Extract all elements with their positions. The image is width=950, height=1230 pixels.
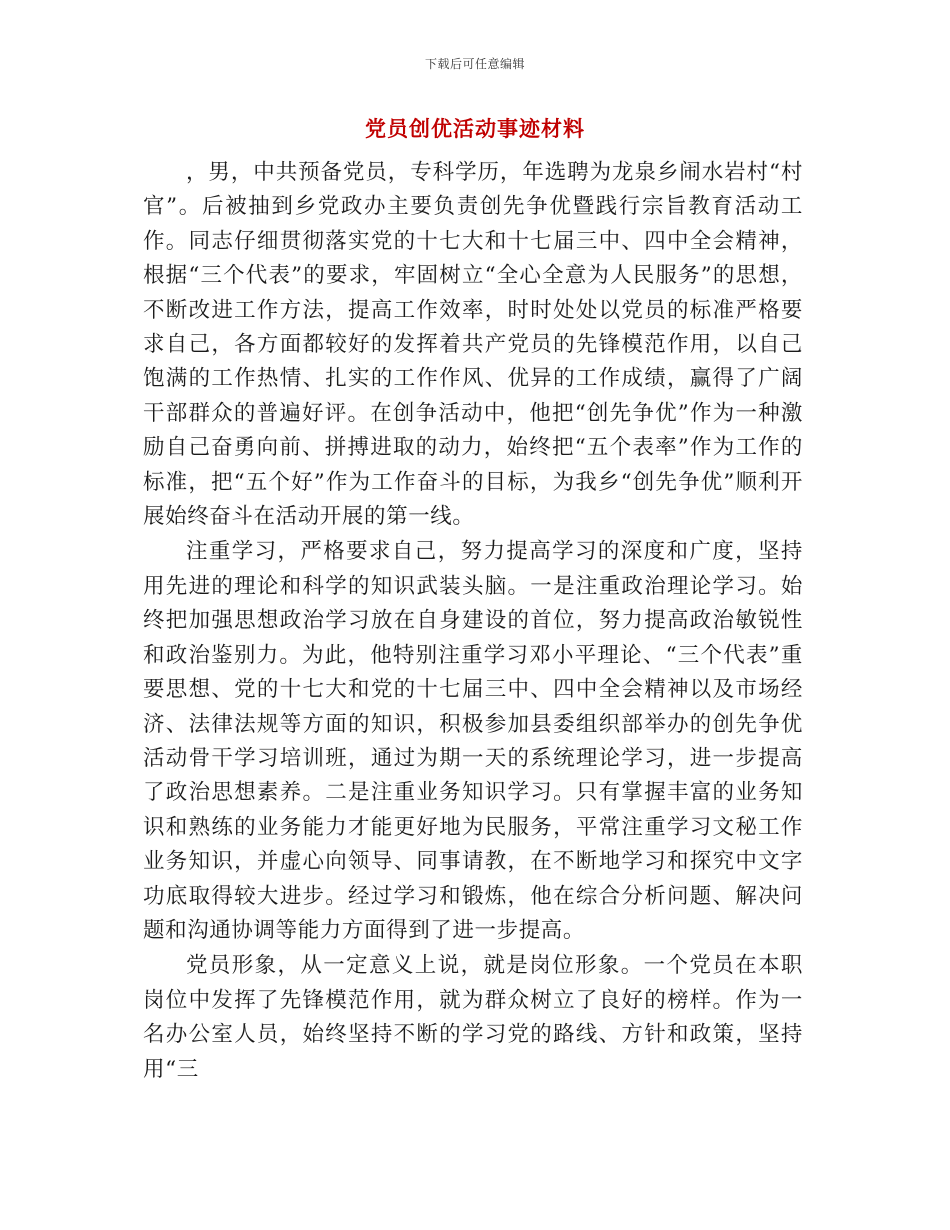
document-body	[143, 156, 803, 1088]
header-note: 下载后可任意编辑	[424, 57, 525, 71]
paragraph-2: 注重学习，严格要求自己，努力提高学习的深度和广度，坚持用先进的理论和科学的知识武装头脑。一是注重政治理论学习。始终把加强思想政治学习放在自身建设的首位，努力提高政治敏锐性和政治鉴别力。为此，他特别注重学习邓小平理论、“三个代表”重要思想、党的十七大和党的十七届三中、四中全会精神以及市场经济、法律法规等方面的知识，积极参加县委组织部举办的创先争优活动骨干学习培训班，通过为期一天的系统理论学习，进一步提高了政治思想素养。二是注重业务知识学习。只有掌握丰富的业务知识和熟练的业务能力才能更好地为民服务，平常注重学习文秘工作业务知识，并虚心向领导、同事请教，在不断地学习和探究中文字功底取得较大进步。经过学习和锻炼，他在综合分析问题、解决问题和沟通协调等能力方面得到了进一步提高。	[143, 539, 803, 943]
paragraph-1: ，男，中共预备党员，专科学历，年选聘为龙泉乡闹水岩村“村官”。后被抽到乡党政办主要负责创先争优暨践行宗旨教育活动工作。同志仔细贯彻落实党的十七大和十七届三中、四中全会精神，根据“三个代表”的要求，牢固树立“全心全意为人民服务”的思想，不断改进工作方法，提高工作效率，时时处处以党员的标准严格要求自己，各方面都较好的发挥着共产党员的先锋模范作用，以自己饱满的工作热情、扎实的工作作风、优异的工作成绩，赢得了广阔干部群众的普遍好评。在创争活动中，他把“创先争优”作为一种激励自己奋勇向前、拼搏进取的动力，始终把“五个表率”作为工作的标准，把“五个好”作为工作奋斗的目标，为我乡“创先争优”顺利开展始终奋斗在活动开展的第一线。	[143, 160, 803, 530]
paragraph-3: 党员形象，从一定意义上说，就是岗位形象。一个党员在本职岗位中发挥了先锋模范作用，就为群众树立了良好的榜样。作为一名办公室人员，始终坚持不断的学习党的路线、方针和政策，坚持用“三	[143, 953, 803, 1082]
document-title: 党员创优活动事迹材料	[365, 117, 585, 141]
